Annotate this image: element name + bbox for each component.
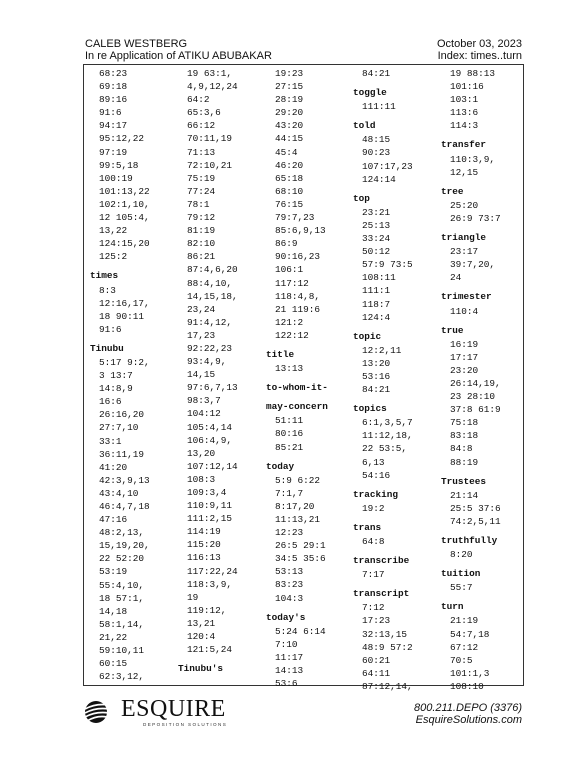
page-line-reference: 92:22,23 xyxy=(187,342,233,354)
page-line-reference: 46:4,7,18 xyxy=(99,501,150,512)
page-line-reference: 94:17 xyxy=(99,120,128,132)
page-line-reference: 121:2 xyxy=(275,316,304,328)
page-line-reference: 64:11 xyxy=(362,667,391,679)
page-line-reference: 36:11,19 xyxy=(99,448,145,460)
page-line-reference: 21:14 xyxy=(450,489,479,501)
page-line-reference: 57:9 73:5 xyxy=(362,259,413,271)
page-line-reference: 88:4,10, xyxy=(187,277,233,289)
page-line-reference: 95:12,22 xyxy=(99,133,145,145)
page-line-reference: 50:12 xyxy=(362,246,391,258)
page-line-reference: 5:24 6:14 xyxy=(275,625,326,637)
page-line-reference: 16:6 xyxy=(99,396,122,408)
page-line-reference: 3 13:7 xyxy=(99,370,133,382)
index-column-5 xyxy=(441,67,501,693)
index-column-3 xyxy=(266,67,328,690)
page-line-reference: 22 53:5, xyxy=(362,443,408,455)
index-term: truthfully xyxy=(441,535,498,546)
index-term: may-concern xyxy=(266,401,328,413)
page-line-reference: 25:5 37:6 xyxy=(450,502,501,514)
index-term: times xyxy=(90,270,119,282)
page-line-reference: 28:19 xyxy=(275,94,304,106)
page-line-reference: 13:13 xyxy=(275,363,304,375)
page-line-reference: 111:1 xyxy=(362,285,391,297)
index-term: top xyxy=(353,192,370,204)
page-line-reference: 53:13 xyxy=(275,566,304,578)
page-line-reference: 103:1 xyxy=(450,94,479,106)
esquire-logo xyxy=(83,697,227,727)
index-term: title xyxy=(266,348,295,360)
page-line-reference: 78:1 xyxy=(187,198,210,210)
page-line-reference: 115:20 xyxy=(187,539,221,551)
page-line-reference: 87:4,6,20 xyxy=(187,264,238,276)
page-line-reference: 23:21 xyxy=(362,206,391,218)
page-line-reference: 68:10 xyxy=(275,185,304,197)
page-line-reference: 108:10 xyxy=(450,680,484,692)
page-line-reference: 23:17 xyxy=(450,246,479,258)
index-term: trans xyxy=(353,521,382,533)
page-line-reference: 27:15 xyxy=(275,81,304,93)
page-line-reference: 55:4,10, xyxy=(99,579,145,591)
page-line-reference: 32:13,15 xyxy=(362,628,408,640)
page-line-reference: 71:13 xyxy=(187,146,216,158)
page-line-reference: 12 105:4, xyxy=(99,212,150,224)
page-line-reference: 113:6 xyxy=(450,107,479,119)
page-line-reference: 15,19,20, xyxy=(99,540,150,552)
page-line-reference: 102:1,10, xyxy=(99,198,150,210)
page-line-reference: 13,21 xyxy=(187,617,216,629)
page-line-reference: 54:16 xyxy=(362,469,391,481)
index-term: trimester xyxy=(441,291,492,303)
page-line-reference: 97:6,7,13 xyxy=(187,382,238,394)
page-line-reference: 19 88:13 xyxy=(450,68,496,79)
page-line-reference: 91:6 xyxy=(99,323,122,335)
page-line-reference: 90:16,23 xyxy=(275,251,321,263)
page-line-reference: 5:9 6:22 xyxy=(275,474,321,486)
page-line-reference: 7:12 xyxy=(362,602,385,614)
page-line-reference: 117:12 xyxy=(275,277,309,289)
index-term: turn xyxy=(441,601,464,613)
page-line-reference: 27:7,10 xyxy=(99,422,139,434)
page-line-reference: 109:3,4 xyxy=(187,487,227,498)
page-line-reference: 17:17 xyxy=(450,351,479,363)
page-line-reference: 70:5 xyxy=(450,654,473,666)
index-term: topic xyxy=(353,330,382,342)
page-line-reference: 19 63:1, xyxy=(187,68,233,79)
page-line-reference: 16:19 xyxy=(450,338,479,350)
page-line-reference: 114:19 xyxy=(187,526,221,538)
page-line-reference: 124:14 xyxy=(362,173,396,185)
page-line-reference: 8:3 xyxy=(99,284,116,296)
page-line-reference: 45:4 xyxy=(275,146,298,158)
page-line-reference: 101:16 xyxy=(450,81,484,93)
page-line-reference: 110:9,11 xyxy=(187,500,233,512)
page-line-reference: 70:11,19 xyxy=(187,133,233,145)
index-column-4 xyxy=(353,67,413,693)
page-line-reference: 6,13 xyxy=(362,456,385,468)
page-line-reference: 72:10,21 xyxy=(187,159,233,171)
page-line-reference: 101:1,3 xyxy=(450,667,490,679)
page-line-reference: 64:8 xyxy=(362,536,385,547)
page-line-reference: 19 xyxy=(187,591,199,603)
page-line-reference: 111:2,15 xyxy=(187,513,233,525)
page-line-reference: 117:22,24 xyxy=(187,565,238,577)
index-term: today's xyxy=(266,611,306,623)
index-term: topics xyxy=(353,403,387,415)
phone-number: 800.211.DEPO (3376) xyxy=(413,702,522,714)
page-line-reference: 74:2,5,11 xyxy=(450,515,501,527)
page-line-reference: 14:13 xyxy=(275,665,304,677)
page-line-reference: 23:20 xyxy=(450,364,479,376)
page-line-reference: 43:4,10 xyxy=(99,487,139,499)
page-line-reference: 87:12,14, xyxy=(362,680,413,692)
page-line-reference: 48:9 57:2 xyxy=(362,641,413,653)
page-line-reference: 60:15 xyxy=(99,658,128,670)
page-line-reference: 67:12 xyxy=(450,641,479,653)
page-line-reference: 44:15 xyxy=(275,133,304,145)
index-term: to-whom-it- xyxy=(266,382,328,394)
case-name: In re Application of ATIKU ABUBAKAR xyxy=(85,50,272,62)
page-line-reference: 62:3,12, xyxy=(99,671,145,683)
page-line-reference: 17:23 xyxy=(362,615,391,627)
page-line-reference: 33:1 xyxy=(99,435,122,447)
page-line-reference: 17,23 xyxy=(187,329,216,341)
page-line-reference: 86:21 xyxy=(187,251,216,263)
index-column-1 xyxy=(90,67,150,683)
page-line-reference: 60:21 xyxy=(362,654,391,666)
page-line-reference: 89:16 xyxy=(99,94,128,106)
page-line-reference: 26:5 29:1 xyxy=(275,540,326,552)
logo-subtitle: DEPOSITION SOLUTIONS xyxy=(143,722,228,727)
page-line-reference: 114:3 xyxy=(450,120,479,132)
contact-info xyxy=(414,702,522,726)
page-line-reference: 12:2,11 xyxy=(362,344,402,356)
page-line-reference: 122:12 xyxy=(275,329,309,341)
page-line-reference: 84:21 xyxy=(362,384,391,396)
page-line-reference: 98:3,7 xyxy=(187,395,221,407)
page-line-reference: 110:4 xyxy=(450,305,479,317)
globe-icon xyxy=(83,699,117,725)
index-range: Index: times..turn xyxy=(437,50,522,62)
page-line-reference: 22 52:20 xyxy=(99,553,145,565)
index-term: transcribe xyxy=(353,555,410,567)
page-line-reference: 53:6 xyxy=(275,678,298,690)
page-line-reference: 90:23 xyxy=(362,147,391,159)
index-term: told xyxy=(353,120,376,132)
page-line-reference: 118:4,8, xyxy=(275,290,321,302)
index-term: Tinubu xyxy=(90,342,124,354)
page-line-reference: 19:2 xyxy=(362,502,385,514)
page-line-reference: 46:20 xyxy=(275,159,304,171)
page-line-reference: 11:13,21 xyxy=(275,514,321,525)
page-line-reference: 124:15,20 xyxy=(99,238,150,250)
page-line-reference: 8:17,20 xyxy=(275,500,315,512)
page-line-reference: 116:13 xyxy=(187,552,221,564)
page-line-reference: 81:19 xyxy=(187,225,216,237)
page-line-reference: 37:8 61:9 xyxy=(450,404,501,416)
page-header xyxy=(85,38,522,62)
website-link[interactable]: EsquireSolutions.com xyxy=(415,714,522,726)
page-line-reference: 104:12 xyxy=(187,408,221,420)
page-line-reference: 53:16 xyxy=(362,370,391,382)
page-line-reference: 12:23 xyxy=(275,527,304,539)
page-line-reference: 104:3 xyxy=(275,592,304,604)
page-line-reference: 26:14,19, xyxy=(450,377,501,389)
index-term: today xyxy=(266,460,295,472)
page-line-reference: 100:19 xyxy=(99,172,133,184)
page-line-reference: 24 xyxy=(450,272,462,284)
page-line-reference: 77:24 xyxy=(187,185,216,197)
page-line-reference: 84:8 xyxy=(450,443,473,455)
page-line-reference: 21,22 xyxy=(99,631,128,643)
index-term: tree xyxy=(441,185,464,197)
page-line-reference: 111:11 xyxy=(362,101,396,113)
page-line-reference: 18 57:1, xyxy=(99,592,145,604)
page-line-reference: 64:2 xyxy=(187,94,210,106)
index-term: true xyxy=(441,324,464,336)
page-line-reference: 82:10 xyxy=(187,238,216,250)
index-term: tuition xyxy=(441,568,481,580)
page-line-reference: 55:7 xyxy=(450,582,473,594)
page-line-reference: 118:3,9, xyxy=(187,578,233,590)
page-line-reference: 48:2,13, xyxy=(99,527,145,539)
page-line-reference: 68:23 xyxy=(99,68,128,79)
page-line-reference: 26:16,20 xyxy=(99,409,145,421)
index-term: toggle xyxy=(353,87,387,99)
page-line-reference: 65:18 xyxy=(275,172,304,184)
page-line-reference: 7:1,7 xyxy=(275,487,304,499)
page-line-reference: 12,15 xyxy=(450,166,479,178)
logo-wordmark: ESQUIRE xyxy=(121,696,226,722)
page-line-reference: 106:1 xyxy=(275,264,304,276)
page-line-reference: 84:21 xyxy=(362,68,391,79)
page-line-reference: 21:19 xyxy=(450,615,479,627)
page-line-reference: 13,22 xyxy=(99,225,128,237)
deposition-date: October 03, 2023 xyxy=(436,38,522,50)
page-line-reference: 11:17 xyxy=(275,651,304,663)
page-line-reference: 85:6,9,13 xyxy=(275,225,326,237)
page-line-reference: 13:20 xyxy=(362,357,391,369)
page-line-reference: 42:3,9,13 xyxy=(99,474,150,486)
index-term: triangle xyxy=(441,232,487,244)
page-line-reference: 110:3,9, xyxy=(450,153,496,165)
page-line-reference: 14:8,9 xyxy=(99,383,133,395)
page-line-reference: 65:3,6 xyxy=(187,107,221,119)
page-line-reference: 107:17,23 xyxy=(362,160,413,172)
page-line-reference: 7:10 xyxy=(275,638,298,650)
page-line-reference: 12:16,17, xyxy=(99,297,150,309)
page-line-reference: 86:9 xyxy=(275,238,298,250)
page-line-reference: 29:20 xyxy=(275,107,304,119)
witness-name: CALEB WESTBERG xyxy=(85,38,188,50)
page-line-reference: 108:3 xyxy=(187,473,216,485)
page-line-reference: 48:15 xyxy=(362,134,391,146)
page-line-reference: 101:13,22 xyxy=(99,185,150,197)
page-line-reference: 79:12 xyxy=(187,212,216,224)
page-line-reference: 106:4,9, xyxy=(187,434,233,446)
page-line-reference: 7:17 xyxy=(362,569,385,581)
page-line-reference: 26:9 73:7 xyxy=(450,212,501,224)
page-line-reference: 83:23 xyxy=(275,579,304,591)
page-line-reference: 23 28:10 xyxy=(450,391,496,403)
page-line-reference: 107:12,14 xyxy=(187,460,238,472)
page-line-reference: 59:10,11 xyxy=(99,645,145,657)
page-line-reference: 93:4,9, xyxy=(187,356,227,368)
page-line-reference: 99:5,18 xyxy=(99,159,139,171)
page-line-reference: 53:19 xyxy=(99,566,128,578)
page-line-reference: 6:1,3,5,7 xyxy=(362,417,413,429)
page-line-reference: 105:4,14 xyxy=(187,421,233,433)
page-line-reference: 80:16 xyxy=(275,428,304,440)
page-line-reference: 47:16 xyxy=(99,514,128,526)
index-column-2 xyxy=(178,67,238,676)
page-line-reference: 83:18 xyxy=(450,430,479,442)
page-line-reference: 33:24 xyxy=(362,233,391,245)
page-line-reference: 75:19 xyxy=(187,172,216,184)
page-line-reference: 88:19 xyxy=(450,456,479,468)
page-line-reference: 13,20 xyxy=(187,447,216,459)
index-term: Trustees xyxy=(441,475,487,487)
page-line-reference: 11:12,18, xyxy=(362,430,413,442)
page-line-reference: 4,9,12,24 xyxy=(187,81,238,93)
page-line-reference: 118:7 xyxy=(362,298,391,310)
page-line-reference: 14,15 xyxy=(187,369,216,381)
page-line-reference: 51:11 xyxy=(275,415,304,427)
page-line-reference: 18 90:11 xyxy=(99,310,145,322)
page-line-reference: 14,18 xyxy=(99,605,128,617)
page-line-reference: 8:20 xyxy=(450,549,473,561)
page-line-reference: 14,15,18, xyxy=(187,290,238,302)
page-line-reference: 5:17 9:2, xyxy=(99,356,150,368)
page-line-reference: 23,24 xyxy=(187,303,216,315)
page-line-reference: 54:7,18 xyxy=(450,628,490,640)
page-line-reference: 97:19 xyxy=(99,146,128,158)
page-line-reference: 58:1,14, xyxy=(99,618,145,630)
page-line-reference: 25:20 xyxy=(450,199,479,211)
index-term: transfer xyxy=(441,139,487,151)
page-line-reference: 66:12 xyxy=(187,120,216,132)
index-term: transcript xyxy=(353,588,410,600)
page-line-reference: 119:12, xyxy=(187,604,227,616)
page-line-reference: 39:7,20, xyxy=(450,259,496,271)
page-line-reference: 120:4 xyxy=(187,631,216,643)
page-line-reference: 91:4,12, xyxy=(187,316,233,328)
page-line-reference: 21 119:6 xyxy=(275,303,321,315)
index-term: Tinubu's xyxy=(178,663,224,675)
page-line-reference: 79:7,23 xyxy=(275,212,315,224)
page-line-reference: 108:11 xyxy=(362,272,396,284)
page-line-reference: 85:21 xyxy=(275,441,304,453)
page-line-reference: 76:15 xyxy=(275,198,304,210)
page-line-reference: 125:2 xyxy=(99,251,128,263)
page-line-reference: 121:5,24 xyxy=(187,644,233,656)
page-line-reference: 41:20 xyxy=(99,461,128,473)
page-line-reference: 124:4 xyxy=(362,311,391,323)
page-line-reference: 75:18 xyxy=(450,417,479,429)
page-line-reference: 43:20 xyxy=(275,120,304,132)
page-line-reference: 91:6 xyxy=(99,107,122,119)
page-line-reference: 19:23 xyxy=(275,68,304,79)
page-line-reference: 69:18 xyxy=(99,81,128,93)
index-term: tracking xyxy=(353,488,399,500)
page-line-reference: 34:5 35:6 xyxy=(275,553,326,565)
page-line-reference: 25:13 xyxy=(362,219,391,231)
